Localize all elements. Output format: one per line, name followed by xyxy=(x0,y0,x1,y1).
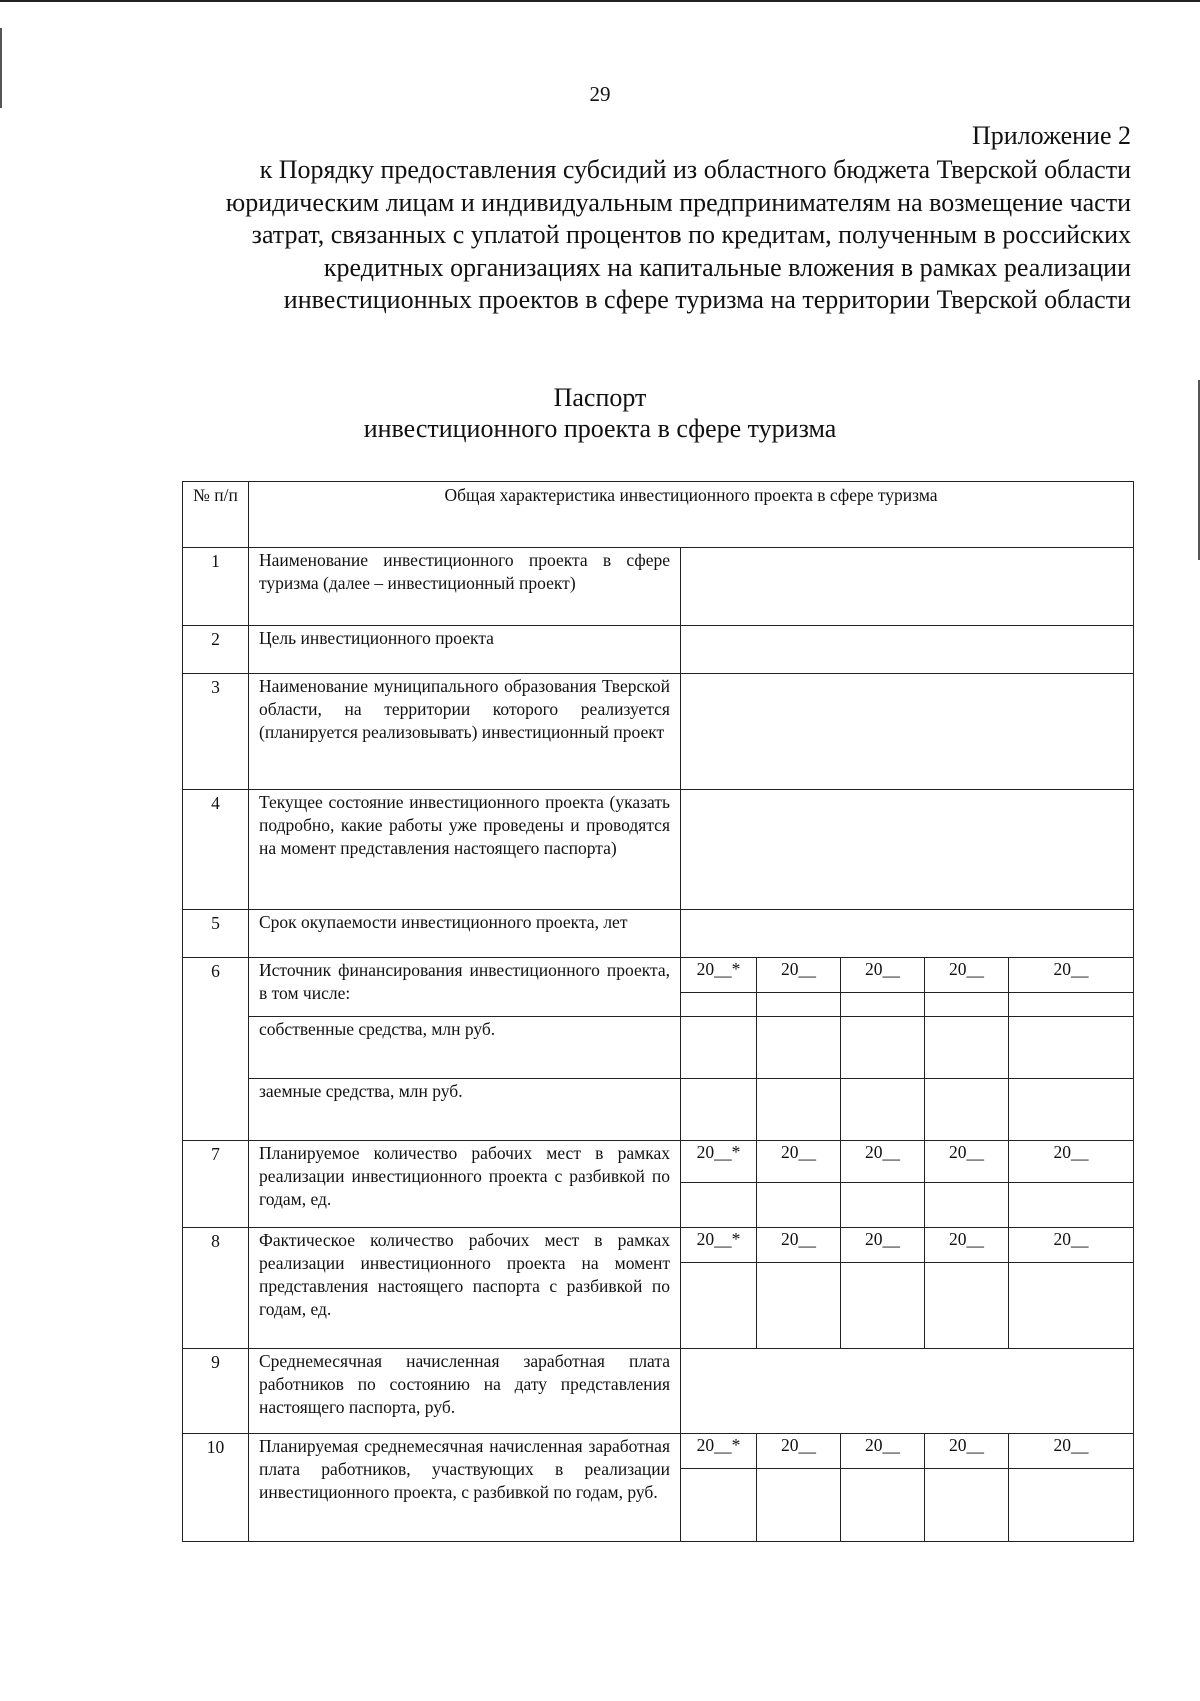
year-header: 20__ xyxy=(841,1141,925,1183)
value-cell[interactable] xyxy=(681,626,1134,674)
passport-subtitle: инвестиционного проекта в сфере туризма xyxy=(363,414,837,443)
row-label: Среднемесячная начисленная заработная плата работников по состоянию на дату представления настоящего паспорта, руб. xyxy=(249,1349,681,1434)
year-header: 20__ xyxy=(841,1434,925,1469)
year-header: 20__ xyxy=(757,1228,841,1263)
year-header: 20__ xyxy=(757,958,841,993)
value-cell[interactable] xyxy=(681,1017,757,1079)
table-row xyxy=(183,1017,1134,1079)
year-header: 20__* xyxy=(681,1141,757,1183)
table-row xyxy=(183,1141,1134,1183)
value-cell[interactable] xyxy=(681,548,1134,626)
value-cell[interactable] xyxy=(1009,1017,1134,1079)
value-cell[interactable] xyxy=(681,674,1134,790)
row-label: Цель инвестиционного проекта xyxy=(249,626,681,674)
table-row xyxy=(183,910,1134,958)
row-sublabel: заемные средства, млн руб. xyxy=(249,1079,681,1141)
row-number: 10 xyxy=(183,1434,249,1542)
appendix-subtitle: к Порядку предоставления субсидий из областного бюджета Тверской области юридическим лицам и индивидуальным предпринимателям на возмещение части затрат, связанных с уплатой процентов по кредитам, полученным в российских кредитных организациях на капитальные вложения в рамках реализации инвестиционных проектов в сфере туризма на территории Тверской области xyxy=(225,155,1131,314)
year-header: 20__ xyxy=(757,1141,841,1183)
year-header: 20__ xyxy=(757,1434,841,1469)
table-row xyxy=(183,1349,1134,1434)
value-cell[interactable] xyxy=(757,1469,841,1542)
table-row xyxy=(183,626,1134,674)
year-header: 20__* xyxy=(681,1434,757,1469)
row-label: Наименование муниципального образования Тверской области, на территории которого реализуется (планируется реализовывать) инвестиционный проект xyxy=(249,674,681,790)
value-cell[interactable] xyxy=(925,1017,1009,1079)
value-cell[interactable] xyxy=(681,790,1134,910)
value-cell[interactable] xyxy=(841,1017,925,1079)
value-cell[interactable] xyxy=(841,1469,925,1542)
value-cell[interactable] xyxy=(925,1183,1009,1228)
row-label: Фактическое количество рабочих мест в рамках реализации инвестиционного проекта на момент представления настоящего паспорта с разбивкой по годам, ед. xyxy=(249,1228,681,1349)
scan-top-border xyxy=(0,0,1200,2)
row-sublabel: собственные средства, млн руб. xyxy=(249,1017,681,1079)
table-row xyxy=(183,958,1134,993)
year-header: 20__ xyxy=(925,1141,1009,1183)
value-cell[interactable] xyxy=(1009,1263,1134,1349)
value-cell[interactable] xyxy=(925,1469,1009,1542)
year-header: 20__* xyxy=(681,1228,757,1263)
year-header: 20__ xyxy=(925,958,1009,993)
table-row xyxy=(183,790,1134,910)
table-row xyxy=(183,548,1134,626)
value-cell[interactable] xyxy=(757,1079,841,1141)
value-cell[interactable] xyxy=(681,910,1134,958)
header-characteristic: Общая характеристика инвестиционного проекта в сфере туризма xyxy=(249,482,1134,548)
row-label: Планируемая среднемесячная начисленная заработная плата работников, участвующих в реализации инвестиционного проекта, с разбивкой по годам, руб. xyxy=(249,1434,681,1542)
row-number: 4 xyxy=(183,790,249,910)
row-number: 7 xyxy=(183,1141,249,1228)
row-label: Текущее состояние инвестиционного проекта (указать подробно, какие работы уже проведены и проводятся на момент представления настоящего паспорта) xyxy=(249,790,681,910)
year-header: 20__ xyxy=(1009,1434,1134,1469)
value-cell[interactable] xyxy=(841,1079,925,1141)
value-cell[interactable] xyxy=(681,1469,757,1542)
table-row xyxy=(183,1228,1134,1263)
row-label: Планируемое количество рабочих мест в рамках реализации инвестиционного проекта с разбивкой по годам, ед. xyxy=(249,1141,681,1228)
table-row xyxy=(183,1079,1134,1141)
row-number: 9 xyxy=(183,1349,249,1434)
row-label: Наименование инвестиционного проекта в сфере туризма (далее – инвестиционный проект) xyxy=(249,548,681,626)
value-cell[interactable] xyxy=(1009,993,1134,1017)
year-header: 20__ xyxy=(1009,1228,1134,1263)
header-num: № п/п xyxy=(183,482,249,548)
appendix-title: Приложение 2 xyxy=(971,121,1131,150)
passport-table xyxy=(182,481,1134,1542)
year-header: 20__ xyxy=(925,1434,1009,1469)
value-cell[interactable] xyxy=(757,1183,841,1228)
value-cell[interactable] xyxy=(681,1079,757,1141)
year-header: 20__ xyxy=(841,1228,925,1263)
value-cell[interactable] xyxy=(925,1079,1009,1141)
value-cell[interactable] xyxy=(925,993,1009,1017)
value-cell[interactable] xyxy=(925,1263,1009,1349)
row-number: 6 xyxy=(183,958,249,1141)
row-label: Срок окупаемости инвестиционного проекта, лет xyxy=(249,910,681,958)
year-header: 20__ xyxy=(1009,1141,1134,1183)
value-cell[interactable] xyxy=(757,993,841,1017)
year-header: 20__ xyxy=(841,958,925,993)
value-cell[interactable] xyxy=(757,1263,841,1349)
passport-title: Паспорт xyxy=(553,383,647,412)
row-number: 3 xyxy=(183,674,249,790)
table-row xyxy=(183,1434,1134,1469)
row-number: 8 xyxy=(183,1228,249,1349)
value-cell[interactable] xyxy=(841,1263,925,1349)
row-label: Источник финансирования инвестиционного проекта, в том числе: xyxy=(249,958,681,1017)
table-row xyxy=(183,674,1134,790)
value-cell[interactable] xyxy=(841,1183,925,1228)
value-cell[interactable] xyxy=(841,993,925,1017)
row-number: 5 xyxy=(183,910,249,958)
year-header: 20__ xyxy=(1009,958,1134,993)
row-number: 2 xyxy=(183,626,249,674)
value-cell[interactable] xyxy=(1009,1469,1134,1542)
value-cell[interactable] xyxy=(681,993,757,1017)
value-cell[interactable] xyxy=(681,1349,1134,1434)
value-cell[interactable] xyxy=(1009,1183,1134,1228)
year-header: 20__* xyxy=(681,958,757,993)
row-number: 1 xyxy=(183,548,249,626)
value-cell[interactable] xyxy=(1009,1079,1134,1141)
value-cell[interactable] xyxy=(681,1263,757,1349)
year-header: 20__ xyxy=(925,1228,1009,1263)
value-cell[interactable] xyxy=(757,1017,841,1079)
table-header-row xyxy=(183,482,1134,548)
value-cell[interactable] xyxy=(681,1183,757,1228)
page-number: 29 xyxy=(589,82,611,106)
